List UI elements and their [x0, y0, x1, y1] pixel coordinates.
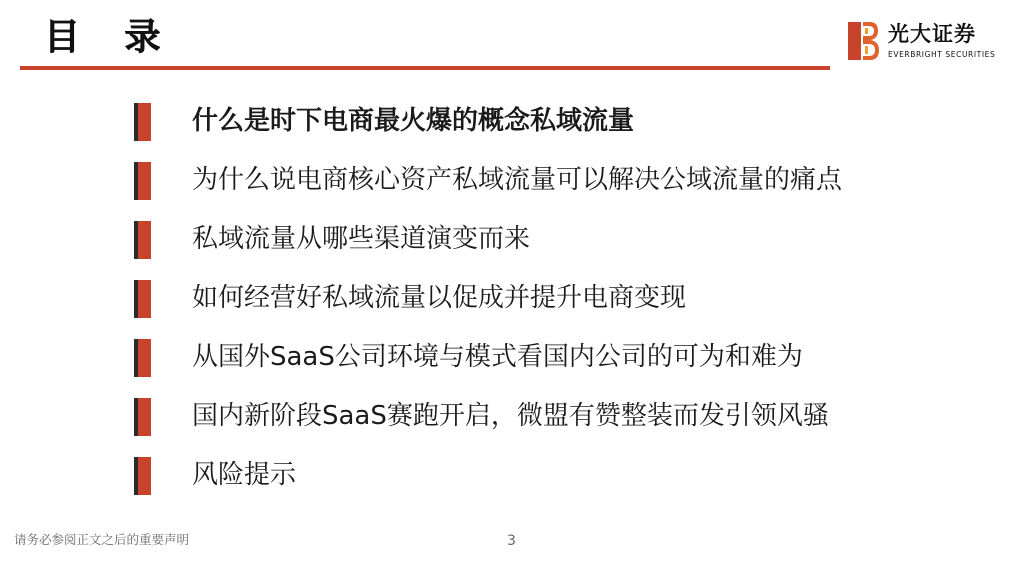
toc-item-label: 国内新阶段SaaS赛跑开启，微盟有赞整装而发引领风骚 — [192, 401, 829, 431]
toc-item — [134, 337, 994, 377]
logo-name-cn: 光大证券 — [888, 22, 976, 46]
bar-bullet-icon — [134, 280, 153, 318]
page-title: 目 录 — [44, 17, 177, 58]
toc-item-label: 风险提示 — [192, 460, 297, 490]
bar-bullet-icon — [134, 398, 153, 436]
bar-bullet-icon — [134, 339, 153, 377]
toc-item — [134, 160, 994, 200]
bar-bullet-icon — [134, 457, 153, 495]
bar-bullet-icon — [134, 221, 153, 259]
toc-item — [134, 278, 994, 318]
toc-item-label: 私域流量从哪些渠道演变而来 — [192, 224, 531, 254]
toc-item — [134, 101, 994, 141]
table-of-contents — [134, 0, 994, 576]
page-number: 3 — [507, 533, 516, 549]
toc-item-label: 什么是时下电商最火爆的概念私域流量 — [192, 106, 635, 136]
toc-item — [134, 219, 994, 259]
toc-item-label: 从国外SaaS公司环境与模式看国内公司的可为和难为 — [192, 342, 803, 372]
disclaimer-note: 请务必参阅正文之后的重要声明 — [14, 532, 190, 547]
toc-item-label: 如何经营好私域流量以促成并提升电商变现 — [192, 283, 687, 313]
bar-bullet-icon — [134, 103, 153, 141]
bar-bullet-icon — [134, 162, 153, 200]
toc-item — [134, 396, 994, 436]
toc-item — [134, 455, 994, 495]
logo-name-en: EVERBRIGHT SECURITIES — [888, 50, 996, 59]
toc-item-label: 为什么说电商核心资产私域流量可以解决公域流量的痛点 — [192, 165, 843, 195]
